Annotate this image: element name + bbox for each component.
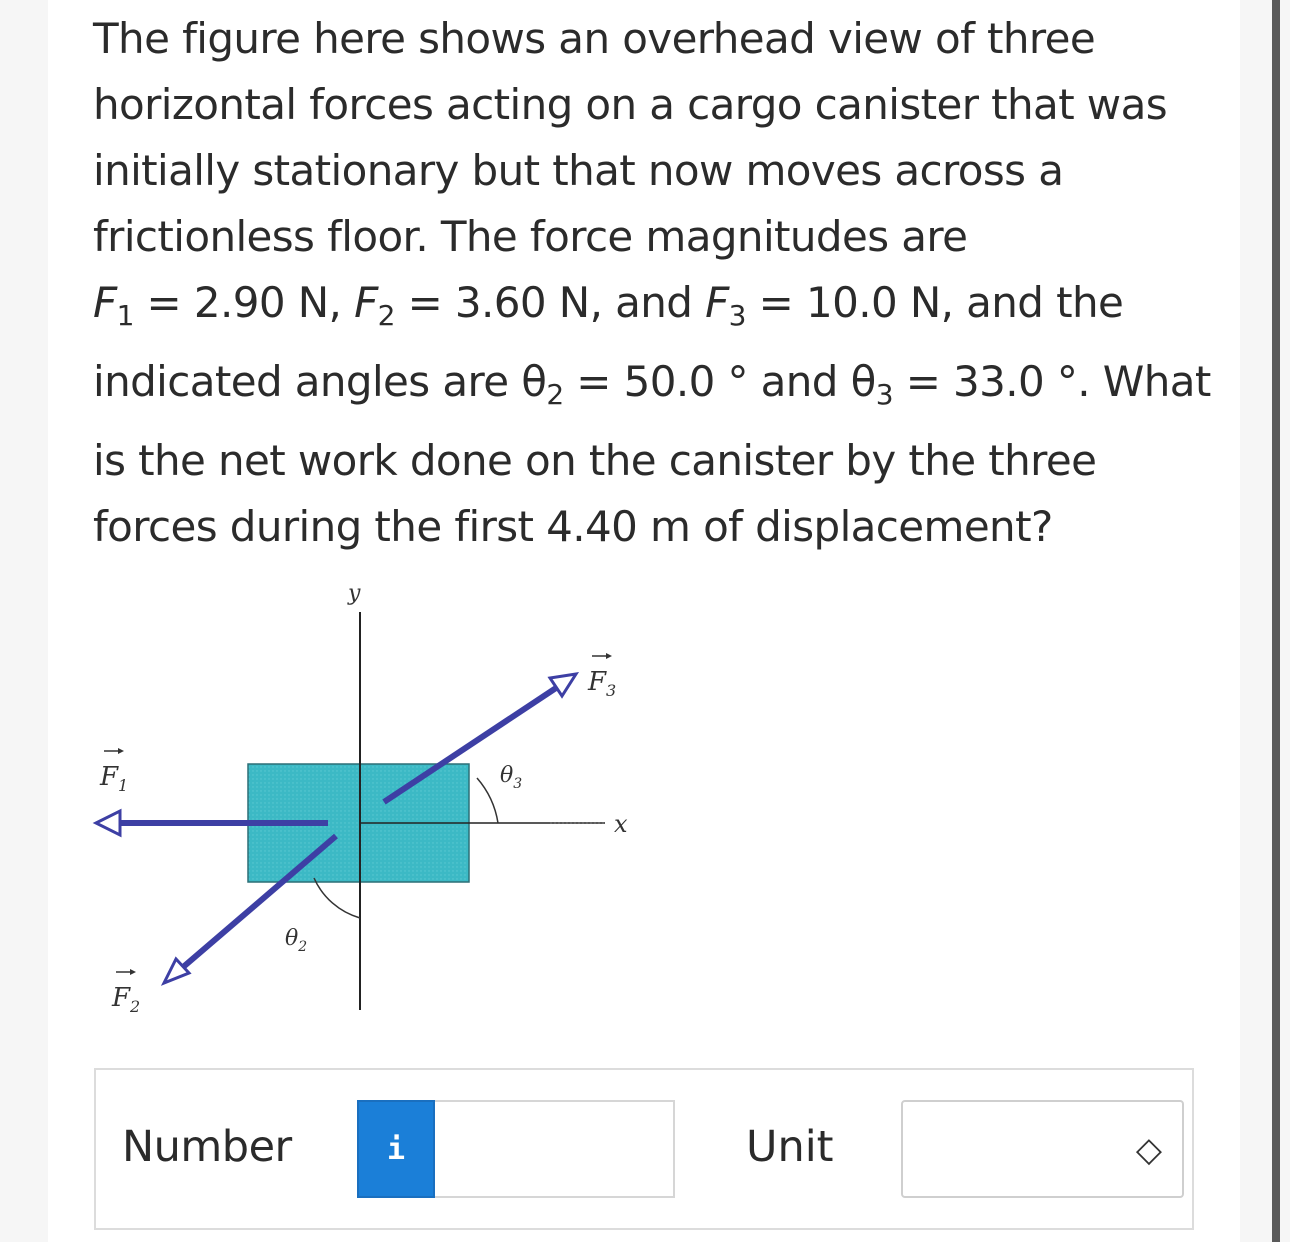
f3-subscript: 3 — [728, 299, 746, 332]
force-diagram — [80, 570, 680, 1030]
f1-vector-mark-tip — [118, 748, 124, 754]
info-icon[interactable]: i — [357, 1100, 435, 1198]
number-input[interactable] — [435, 1100, 675, 1198]
question-line: horizontal forces acting on a cargo canister that was — [93, 80, 1167, 129]
theta3-value: = 33.0 °. What — [892, 357, 1211, 406]
theta2-value: = 50.0 ° and — [563, 357, 851, 406]
question-line: The figure here shows an overhead view of three — [93, 14, 1096, 63]
theta3-subscript: 3 — [875, 378, 893, 411]
question-line: frictionless floor. The force magnitudes are — [93, 212, 968, 261]
theta3-arc — [477, 778, 498, 823]
force-magnitudes-line — [93, 270, 1203, 349]
f3-arrow-shaft — [384, 688, 556, 802]
x-axis-label: x — [614, 810, 628, 838]
question-line: forces during the first 4.40 m of displacement? — [93, 502, 1053, 551]
f3-symbol: F — [705, 278, 729, 327]
number-label: Number — [122, 1122, 292, 1172]
scrollbar[interactable] — [1272, 0, 1280, 1242]
theta3-symbol: θ — [850, 357, 876, 406]
f2-value: = 3.60 N, and — [394, 278, 706, 327]
question-text — [93, 6, 1211, 560]
f2-label: $F_2$ — [112, 983, 141, 1016]
f3-vector-mark-tip — [606, 653, 612, 659]
question-line: is the net work done on the canister by the three — [93, 436, 1097, 485]
theta2-label: $\theta_2$ — [285, 926, 308, 955]
f2-vector-mark-tip — [130, 969, 136, 975]
f3-label: $F_3$ — [588, 667, 617, 700]
f1-value: = 2.90 N, — [133, 278, 355, 327]
theta3-label: $\theta_3$ — [500, 763, 523, 792]
f1-label: $F_1$ — [100, 762, 129, 795]
angles-prefix: indicated angles are — [93, 357, 522, 406]
f2-subscript: 2 — [377, 299, 395, 332]
unit-label: Unit — [746, 1122, 834, 1172]
y-axis-label: y — [348, 581, 361, 606]
f3-value: = 10.0 N, and the — [745, 278, 1124, 327]
chevron-up-down-icon: ◇ — [1135, 1130, 1162, 1170]
angles-line — [93, 349, 1211, 428]
question-line: initially stationary but that now moves across a — [93, 146, 1064, 195]
f1-subscript: 1 — [116, 299, 134, 332]
theta2-subscript: 2 — [546, 378, 564, 411]
f2-symbol: F — [354, 278, 378, 327]
unit-select[interactable] — [901, 1100, 1184, 1198]
theta2-symbol: θ — [521, 357, 547, 406]
f1-symbol: F — [93, 278, 117, 327]
f1-arrowhead — [96, 811, 120, 835]
theta2-arc — [314, 878, 360, 918]
